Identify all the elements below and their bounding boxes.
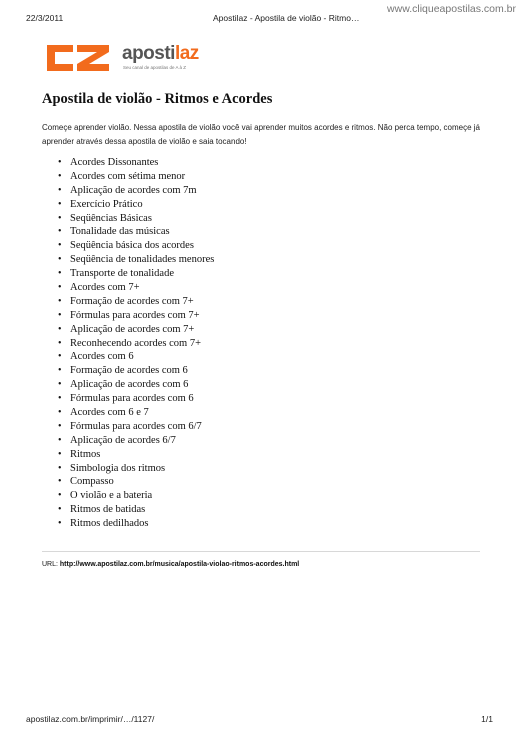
topic-item: • Acordes com 6 [58, 350, 214, 364]
topic-item: • Acordes com 6 e 7 [58, 406, 214, 420]
topic-item: • Seqüência básica dos acordes [58, 239, 214, 253]
logo-word-accent: laz [174, 43, 199, 64]
topic-item: • Formação de acordes com 6 [58, 364, 214, 378]
print-page-title: Apostilaz - Apostila de violão - Ritmo… [213, 13, 360, 23]
topic-item: • Compasso [58, 475, 214, 489]
logo-tagline: Seu canal de apostilas de A à Z [123, 65, 187, 70]
topic-item: • Aplicação de acordes 6/7 [58, 434, 214, 448]
logo-word-left: aposti [122, 43, 175, 64]
page-count: 1/1 [481, 714, 493, 724]
topic-item: • Fórmulas para acordes com 6 [58, 392, 214, 406]
url-line [42, 561, 299, 568]
topic-item: • Aplicação de acordes com 7m [58, 184, 214, 198]
page-title: Apostila de violão - Ritmos e Acordes [42, 91, 273, 107]
topic-item: • Fórmulas para acordes com 7+ [58, 309, 214, 323]
topic-item: • Seqüências Básicas [58, 212, 214, 226]
topic-item: • Tonalidade das músicas [58, 225, 214, 239]
topic-item: • Reconhecendo acordes com 7+ [58, 337, 214, 351]
topic-item: • Acordes Dissonantes [58, 156, 214, 170]
topic-item: • Exercício Prático [58, 198, 214, 212]
print-footer-path: apostilaz.com.br/imprimir/…/1127/ [26, 714, 155, 724]
topic-item: • Seqüência de tonalidades menores [58, 253, 214, 267]
topic-item: • Aplicação de acordes com 7+ [58, 323, 214, 337]
topic-item: • Ritmos de batidas [58, 503, 214, 517]
divider [42, 551, 480, 552]
topic-item: • Formação de acordes com 7+ [58, 295, 214, 309]
topic-item: • Transporte de tonalidade [58, 267, 214, 281]
print-footer [26, 714, 493, 726]
watermark: www.cliqueapostilas.com.br [387, 3, 516, 15]
topic-item: • Fórmulas para acordes com 6/7 [58, 420, 214, 434]
topic-item: • Simbologia dos ritmos [58, 462, 214, 476]
az-logo-mark [43, 43, 115, 73]
intro-paragraph: Começe aprender violão. Nessa apostila de violão você vai aprender muitos acordes e ritmos. Não perca tempo, começe já aprender através dessa apostila de violão e saia tocando! [42, 123, 480, 146]
topic-item: • O violão e a bateria [58, 489, 214, 503]
topic-item: • Acordes com sétima menor [58, 170, 214, 184]
topic-item: • Acordes com 7+ [58, 281, 214, 295]
url-label: URL: [42, 561, 60, 568]
topic-item: • Ritmos [58, 448, 214, 462]
topic-item: • Ritmos dedilhados [58, 517, 214, 531]
logo-wordmark [122, 43, 199, 65]
print-date: 22/3/2011 [26, 13, 64, 23]
apostilaz-logo[interactable] [43, 43, 243, 75]
source-url-link[interactable]: http://www.apostilaz.com.br/musica/apostila-violao-ritmos-acordes.html [59, 561, 300, 568]
topic-item: • Aplicação de acordes com 6 [58, 378, 214, 392]
topics-list [58, 156, 214, 531]
